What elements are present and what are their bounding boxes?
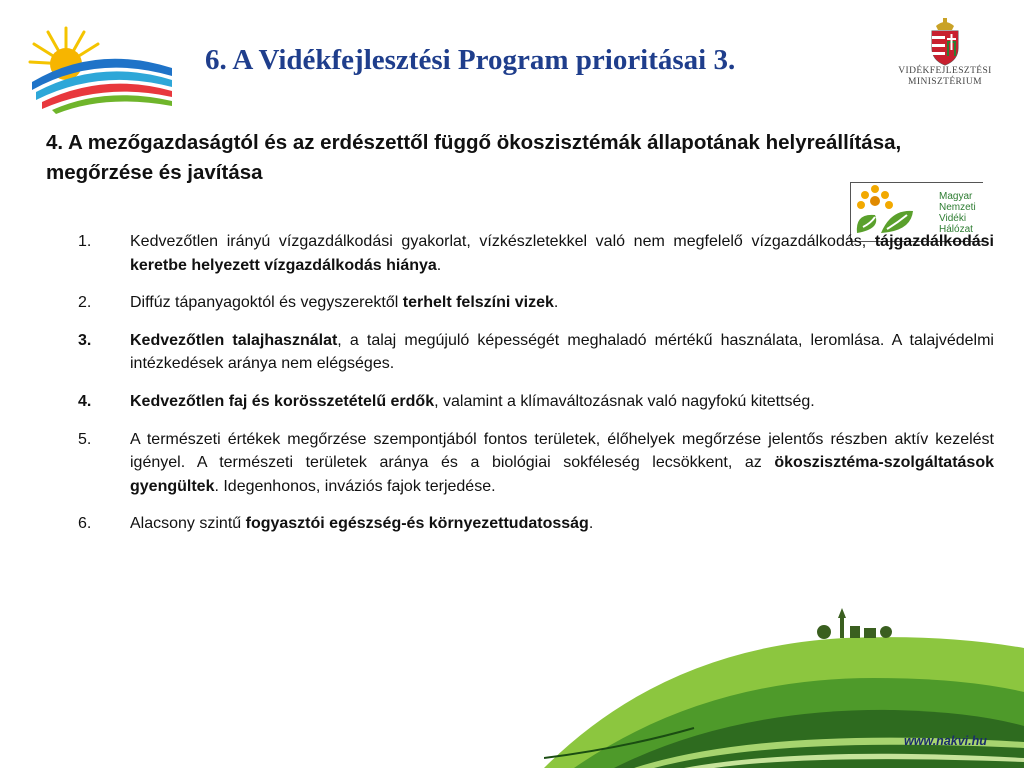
mnvh-line3: Vidéki <box>939 213 967 224</box>
ministry-name-line2: MINISZTÉRIUM <box>908 77 982 87</box>
list-item-number: 2. <box>78 294 92 312</box>
list-item-text <box>130 428 994 499</box>
list-item <box>78 329 994 376</box>
text-run: Kedvezőtlen irányú vízgazdálkodási gyakorlat, vízkészletekkel való nem megfelelő vízgazdálkodás, <box>130 233 875 250</box>
mnvh-line4: Hálózat <box>939 224 973 235</box>
emphasis-text: tájgazdálkodási keretbe helyezett vízgazdálkodás hiánya <box>130 233 994 274</box>
list-item <box>78 291 994 315</box>
rainbow-sun-logo <box>26 24 176 114</box>
text-run: . <box>588 515 594 533</box>
emphasis-text: Kedvezőtlen talajhasználat <box>130 331 338 349</box>
list-item-number: 6. <box>78 515 92 533</box>
text-run: A természeti értékek megőrzése szempontjából fontos területek, élőhelyek megőrzése jelentős részben aktív kezelést igényel. A természeti területek aránya és a biológiai sokféleség lecsökkent, az <box>130 430 994 472</box>
emphasis-text: fogyasztói egészség-és környezettudatosság <box>245 515 589 533</box>
list-item <box>78 512 994 536</box>
mnvh-line2: Nemzeti <box>939 202 976 213</box>
emphasis-text: ökoszisztéma-szolgáltatások gyengültek <box>130 454 994 495</box>
list-item-number: 4. <box>78 392 92 410</box>
mnvh-text <box>939 191 976 235</box>
mnvh-line1: Magyar <box>939 191 973 202</box>
list-item-text <box>130 230 994 277</box>
text-run: Alacsony szintű <box>130 515 246 533</box>
list-item-text <box>130 512 994 536</box>
emphasis-text: Kedvezőtlen faj és korösszetételű erdők <box>130 392 435 410</box>
ministry-logo <box>896 18 994 88</box>
text-run: , a talaj megújuló képességét meghaladó mértékű használata, leromlása. A talajvédelmi intézkedések aránya nem elégséges. <box>130 331 994 373</box>
website-url: www.nakvi.hu <box>904 734 987 748</box>
list-item-text <box>130 291 994 315</box>
list-item-number: 3. <box>78 331 92 349</box>
list-item <box>78 230 994 277</box>
emphasis-text: terhelt felszíni vizek <box>402 294 554 312</box>
text-run: , valamint a klímaváltozásnak való nagyfokú kitettség. <box>434 392 815 410</box>
priority-list <box>78 230 994 550</box>
priority-heading: 4. A mezőgazdaságtól és az erdészettől függő ökoszisztémák állapotának helyreállítása, megőrzése és javítása <box>46 131 902 184</box>
text-run: . <box>553 294 559 312</box>
list-item-number: 5. <box>78 430 92 448</box>
text-run: . Idegenhonos, inváziós fajok terjedése. <box>214 477 496 495</box>
list-item <box>78 428 994 499</box>
list-item-text <box>130 390 994 414</box>
coat-of-arms-icon <box>928 18 962 66</box>
text-run: Diffúz tápanyagoktól és vegyszerektől <box>130 294 403 312</box>
page-title: 6. A Vidékfejlesztési Program prioritásai 3. <box>205 44 736 76</box>
text-run: . <box>436 256 442 274</box>
ministry-name-line1: VIDÉKFEJLESZTÉSI <box>898 66 992 76</box>
list-item-number: 1. <box>78 233 92 250</box>
list-item <box>78 390 994 414</box>
list-item-text <box>130 329 994 376</box>
